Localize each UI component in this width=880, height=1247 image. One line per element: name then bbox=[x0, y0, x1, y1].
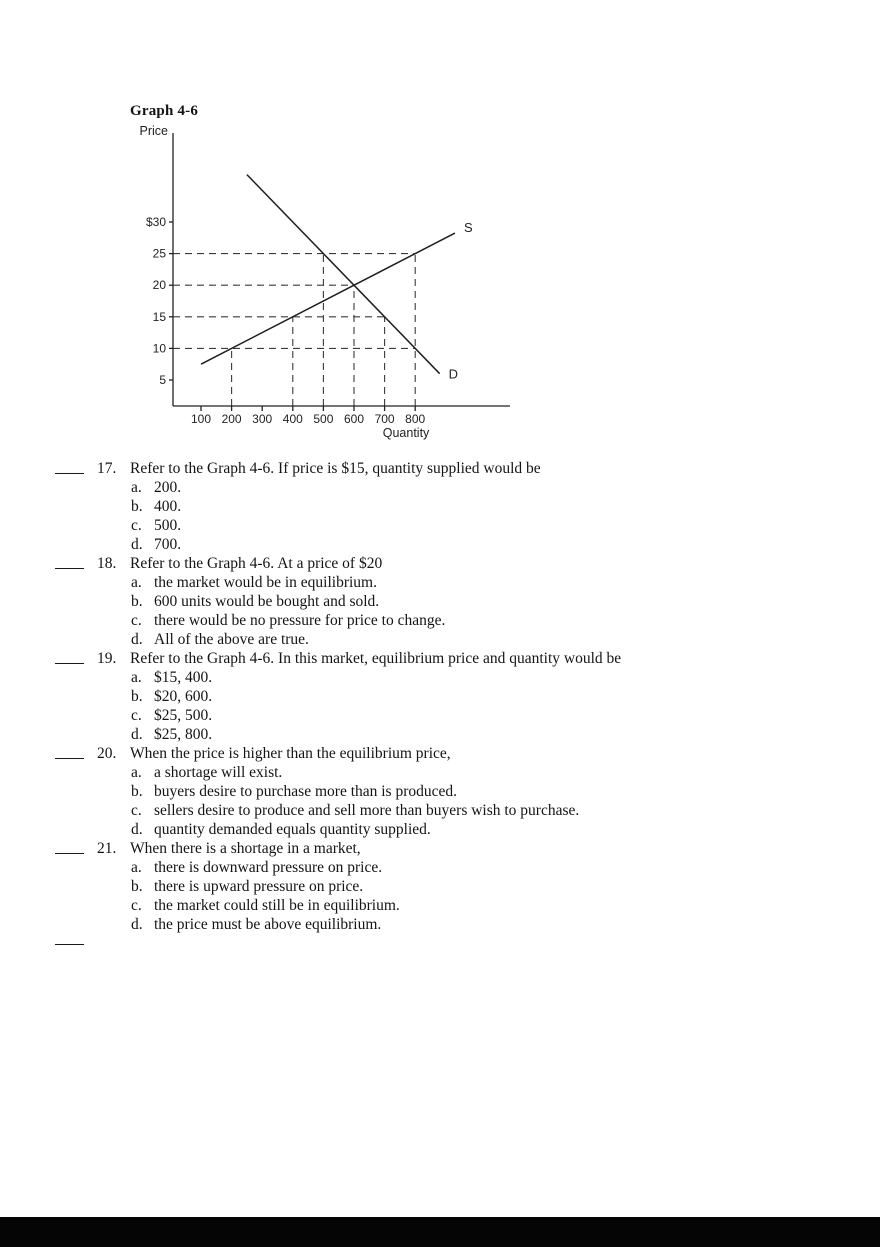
option-text: 200. bbox=[154, 479, 182, 496]
option-letter: c. bbox=[131, 802, 142, 819]
option-row[interactable] bbox=[55, 516, 845, 535]
x-tick-label: 200 bbox=[221, 412, 242, 426]
question-number: 19. bbox=[97, 650, 117, 667]
option-letter: d. bbox=[131, 821, 143, 838]
option-letter: c. bbox=[131, 612, 142, 629]
option-row[interactable] bbox=[55, 915, 845, 934]
answer-blank[interactable] bbox=[55, 649, 84, 664]
x-tick-label: 800 bbox=[405, 412, 426, 426]
option-text: 700. bbox=[154, 536, 182, 553]
option-row[interactable] bbox=[55, 801, 845, 820]
option-text: $25, 500. bbox=[154, 707, 213, 724]
option-text: the market could still be in equilibrium. bbox=[154, 897, 400, 914]
option-letter: c. bbox=[131, 897, 142, 914]
option-row[interactable] bbox=[55, 573, 845, 592]
question-row bbox=[55, 649, 845, 668]
y-tick-label: 25 bbox=[152, 246, 166, 261]
option-row[interactable] bbox=[55, 611, 845, 630]
answer-blank[interactable] bbox=[55, 554, 84, 569]
question-text: Refer to the Graph 4-6. If price is $15, quantity supplied would be bbox=[130, 460, 541, 477]
option-text: 600 units would be bought and sold. bbox=[154, 593, 380, 610]
option-letter: b. bbox=[131, 688, 143, 705]
option-text: $20, 600. bbox=[154, 688, 213, 705]
option-letter: a. bbox=[131, 669, 142, 686]
option-row[interactable] bbox=[55, 820, 845, 839]
option-letter: a. bbox=[131, 479, 142, 496]
option-letter: a. bbox=[131, 764, 142, 781]
supply-line bbox=[201, 233, 455, 364]
option-row[interactable] bbox=[55, 687, 845, 706]
option-row[interactable] bbox=[55, 535, 845, 554]
y-tick-label: 10 bbox=[152, 341, 166, 356]
option-letter: b. bbox=[131, 498, 143, 515]
option-letter: d. bbox=[131, 631, 143, 648]
option-row[interactable] bbox=[55, 497, 845, 516]
option-text: there would be no pressure for price to change. bbox=[154, 612, 446, 629]
option-letter: c. bbox=[131, 707, 142, 724]
option-text: $25, 800. bbox=[154, 726, 213, 743]
option-row[interactable] bbox=[55, 877, 845, 896]
option-row[interactable] bbox=[55, 782, 845, 801]
supply-label: S bbox=[463, 220, 473, 236]
option-letter: d. bbox=[131, 536, 143, 553]
question-text: When there is a shortage in a market, bbox=[130, 840, 361, 857]
x-axis-title: Quantity bbox=[382, 426, 430, 440]
answer-blank[interactable] bbox=[55, 839, 84, 854]
question-row bbox=[55, 839, 845, 858]
option-text: the market would be in equilibrium. bbox=[154, 574, 377, 591]
option-text: 400. bbox=[154, 498, 182, 515]
option-text: 500. bbox=[154, 517, 182, 534]
x-tick-label: 700 bbox=[374, 412, 395, 426]
option-row[interactable] bbox=[55, 763, 845, 782]
option-text: the price must be above equilibrium. bbox=[154, 916, 382, 933]
option-row[interactable] bbox=[55, 725, 845, 744]
scan-edge-bar bbox=[0, 1217, 880, 1247]
question-number: 18. bbox=[97, 555, 117, 572]
option-row[interactable] bbox=[55, 668, 845, 687]
option-text: sellers desire to produce and sell more than buyers wish to purchase. bbox=[154, 802, 580, 819]
option-text: All of the above are true. bbox=[154, 631, 309, 648]
option-text: buyers desire to purchase more than is produced. bbox=[154, 783, 458, 800]
question-text: Refer to the Graph 4-6. In this market, equilibrium price and quantity would be bbox=[130, 650, 622, 667]
option-row[interactable] bbox=[55, 896, 845, 915]
answer-blank[interactable] bbox=[55, 931, 84, 945]
option-row[interactable] bbox=[55, 592, 845, 611]
option-text: $15, 400. bbox=[154, 669, 213, 686]
y-tick-label: 15 bbox=[152, 309, 166, 324]
question-number: 17. bbox=[97, 460, 117, 477]
answer-blank[interactable] bbox=[55, 744, 84, 759]
x-tick-label: 500 bbox=[313, 412, 334, 426]
option-letter: b. bbox=[131, 593, 143, 610]
option-text: there is downward pressure on price. bbox=[154, 859, 383, 876]
option-text: quantity demanded equals quantity supplied. bbox=[154, 821, 431, 838]
y-tick-label: 5 bbox=[159, 373, 166, 387]
question-number: 20. bbox=[97, 745, 117, 762]
option-letter: c. bbox=[131, 517, 142, 534]
demand-label: D bbox=[448, 366, 459, 382]
question-number: 21. bbox=[97, 840, 117, 857]
question-text: Refer to the Graph 4-6. At a price of $20 bbox=[130, 555, 383, 572]
y-tick-label: $30 bbox=[145, 215, 166, 229]
option-text: a shortage will exist. bbox=[154, 764, 283, 781]
x-tick-label: 400 bbox=[282, 412, 303, 426]
question-row bbox=[55, 554, 845, 573]
y-axis-title: Price bbox=[139, 124, 168, 138]
option-row[interactable] bbox=[55, 478, 845, 497]
x-tick-label: 100 bbox=[190, 412, 212, 426]
option-letter: a. bbox=[131, 859, 142, 876]
option-letter: d. bbox=[131, 916, 143, 933]
answer-blank[interactable] bbox=[55, 459, 84, 474]
demand-line bbox=[247, 175, 440, 374]
option-text: there is upward pressure on price. bbox=[154, 878, 364, 895]
option-letter: a. bbox=[131, 574, 142, 591]
option-letter: b. bbox=[131, 878, 143, 895]
question-list bbox=[55, 459, 845, 934]
question-text: When the price is higher than the equilibrium price, bbox=[130, 745, 451, 762]
x-tick-label: 600 bbox=[343, 412, 365, 426]
y-tick-label: 20 bbox=[152, 278, 166, 293]
option-letter: b. bbox=[131, 783, 143, 800]
question-row bbox=[55, 744, 845, 763]
question-row bbox=[55, 459, 845, 478]
option-row[interactable] bbox=[55, 706, 845, 725]
graph-title: Graph 4-6 bbox=[130, 103, 199, 119]
option-row[interactable] bbox=[55, 858, 845, 877]
x-tick-label: 300 bbox=[252, 412, 273, 426]
option-letter: d. bbox=[131, 726, 143, 743]
supply-demand-graph bbox=[128, 121, 523, 453]
option-row[interactable] bbox=[55, 630, 845, 649]
